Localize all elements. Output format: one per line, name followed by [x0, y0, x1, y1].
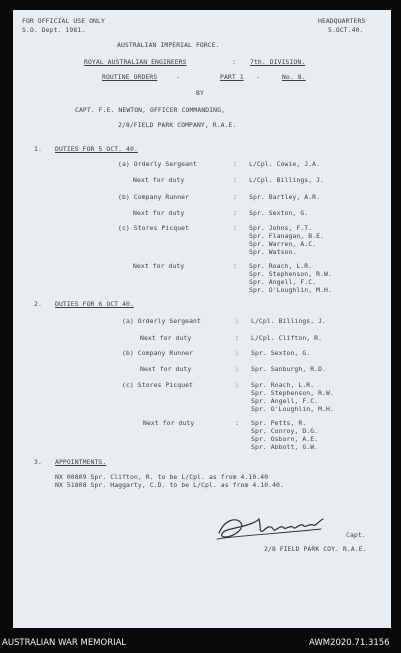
s1-row2-name1: L/Cpl. Billings, J. [249, 176, 325, 184]
s2-row3-name1: Spr. Sexton, G. [251, 349, 311, 357]
s2-row6-label: Next for duty [143, 419, 195, 427]
s1-row5-label: (c) Stores Picquet [118, 224, 190, 232]
s1-row5-name1: Spr. Johns, F.T. [249, 224, 313, 232]
s1-row6-name2: Spr. Stephenson, R.W. [249, 270, 332, 278]
s2-row2-label: Next for duty [140, 334, 192, 342]
s1-row6-name4: Spr. O'Loughlin, M.H. [249, 286, 332, 294]
s2-row4-name1: Spr. Sanburgh, R.D. [251, 365, 327, 373]
s1-row4-name1: Spr. Sexton, G. [249, 209, 309, 217]
appointment-line2: NX 51808 Spr. Haggarty, C.D. to be L/Cpl. as from 4.10.40. [55, 481, 284, 489]
section2-heading: DUTIES FOR 6 OCT 40. [55, 300, 134, 308]
s2-row5-colon: : [235, 381, 239, 389]
s1-row3-name1: Spr. Bartley, A.R. [249, 193, 321, 201]
s2-row2-name1: L/Cpl. Clifton, R. [251, 334, 323, 342]
s2-row6-name1: Spr. Petts, R. [251, 419, 307, 427]
s2-row5-name3: Spr. Angell, F.C. [251, 397, 319, 405]
s2-row3-label: (b) Company Runner [122, 349, 194, 357]
title-line2a: ROYAL AUSTRALIAN ENGINEERS [84, 58, 187, 66]
title-line2c: 7th. DIVISION. [250, 58, 306, 66]
s2-row5-label: (c) Stores Picquet [122, 381, 194, 389]
s2-row5-name1: Spr. Roach, L.R. [251, 381, 315, 389]
header-right-line1: HEADQUARTERS [318, 17, 366, 25]
title-line5: CAPT. F.E. NEWTON, OFFICER COMMANDING, [75, 106, 226, 114]
title-line2b: : [232, 58, 236, 66]
title-line3a: ROUTINE ORDERS [102, 73, 158, 81]
s1-row6-name1: Spr. Roach, L.R. [249, 262, 313, 270]
s1-row6-label: Next for duty [133, 262, 185, 270]
section3-number: 3. [34, 458, 42, 466]
s2-row4-colon: : [235, 365, 239, 373]
s1-row1-label: (a) Orderly Sergeant [118, 160, 197, 168]
section2-number: 2. [34, 300, 42, 308]
s2-row1-colon: : [235, 317, 239, 325]
section1-number: 1. [34, 145, 42, 153]
handwritten-signature [215, 511, 327, 547]
s2-row4-label: Next for duty [140, 365, 192, 373]
document-page [13, 10, 391, 628]
s2-row5-name2: Spr. Stephenson, R.W. [251, 389, 334, 397]
s2-row2-colon: : [235, 334, 239, 342]
s2-row6-name3: Spr. Osborn, A.E. [251, 435, 319, 443]
s1-row2-colon: : [233, 176, 237, 184]
s2-row6-name4: Spr. Abbott, G.W. [251, 443, 319, 451]
header-left-line1: FOR OFFICIAL USE ONLY [22, 17, 105, 25]
footer-accession: AWM2020.71.3156 [309, 638, 390, 648]
title-line6: 2/8/FIELD PARK COMPANY, R.A.E. [118, 121, 237, 129]
header-right-line2: 5.OCT.40. [328, 26, 364, 34]
s1-row6-name3: Spr. Angell, F.C. [249, 278, 317, 286]
s1-row2-label: Next for duty [133, 176, 185, 184]
footer-source: AUSTRALIAN WAR MEMORIAL [2, 638, 127, 648]
title-by: BY [196, 89, 204, 97]
title-line3d: - [256, 73, 260, 81]
s2-row3-colon: : [235, 349, 239, 357]
s1-row3-label: (b) Company Runner [118, 193, 190, 201]
signature-unit: 2/8 FIELD PARK COY. R.A.E. [264, 545, 367, 553]
s2-row5-name4: Spr. O'Loughlin, M.H. [251, 405, 334, 413]
section1-heading: DUTIES FOR 5 OCT. 40. [55, 145, 138, 153]
signature-rank: Capt. [346, 531, 366, 539]
s1-row1-colon: : [233, 160, 237, 168]
title-line3c: PART 1 [220, 73, 244, 81]
s2-row6-name2: Spr. Conroy, D.G. [251, 427, 319, 435]
s2-row6-colon: : [235, 419, 239, 427]
section3-heading: APPOINTMENTS. [55, 458, 107, 466]
title-line3b: - [176, 73, 180, 81]
s1-row4-colon: : [233, 209, 237, 217]
s1-row6-colon: : [233, 262, 237, 270]
s1-row1-name1: L/Cpl. Cowie, J.A. [249, 160, 321, 168]
s1-row5-colon: : [233, 224, 237, 232]
s1-row5-name4: Spr. Watson. [249, 248, 297, 256]
s1-row5-name3: Spr. Warren, A.C. [249, 240, 317, 248]
s1-row3-colon: : [233, 193, 237, 201]
s2-row1-label: (a) Orderly Sergeant [122, 317, 201, 325]
title-line3e: No. 8. [282, 73, 306, 81]
title-line1: AUSTRALIAN IMPERIAL FORCE. [117, 41, 220, 49]
s2-row1-name1: L/Cpl. Billings, J. [251, 317, 327, 325]
s1-row4-label: Next for duty [133, 209, 185, 217]
appointment-line1: NX 00809 Spr. Clifton, R. to be L/Cpl. as from 4.10.40 [55, 473, 269, 481]
s1-row5-name2: Spr. Flanagan, B.E. [249, 232, 325, 240]
header-left-line2: S.O. Dept. 1981. [22, 26, 86, 34]
